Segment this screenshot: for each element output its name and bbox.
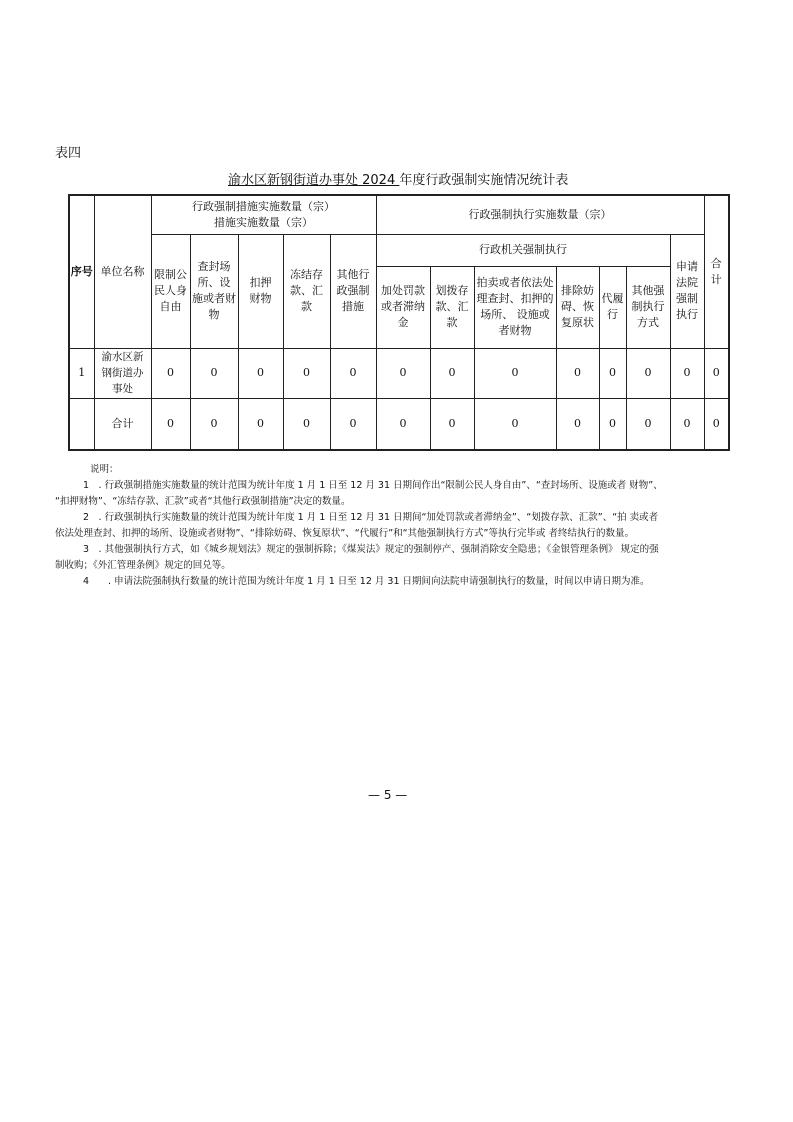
- note-3b: 制收购；《外汇管理条例》规定的回兑等。: [55, 560, 231, 571]
- row-unit: 合计: [94, 398, 151, 450]
- header-agency-5: 代履行: [599, 266, 626, 348]
- header-court: 申请法院强制执行: [670, 234, 704, 348]
- cell-value: 0: [190, 398, 238, 450]
- cell-value: 0: [556, 348, 599, 398]
- header-agency-3: 拍卖或者依法处理查封、扣押的场所、 设施或者财物: [474, 266, 556, 348]
- header-agency-4: 排除妨碍、恢复原状: [556, 266, 599, 348]
- header-measure-1: 限制公民人身自由: [151, 234, 190, 348]
- header-agency-2: 划拨存款、汇款: [430, 266, 474, 348]
- cell-value: 0: [238, 348, 283, 398]
- notes: [55, 462, 745, 590]
- cell-value: 0: [599, 348, 626, 398]
- cell-value: 0: [556, 398, 599, 450]
- title-rest: 年度行政强制实施情况统计表: [399, 173, 569, 188]
- cell-value: 0: [670, 398, 704, 450]
- page-number: — 5 —: [368, 788, 408, 802]
- cell-value: 0: [670, 348, 704, 398]
- note-4: 4 . 申请法院强制执行数量的统计范围为统计年度 1 月 1 日至 12 月 31 日期间向法院申请强制执行的数量，时间以申请日期为准。: [83, 576, 650, 587]
- cell-value: 0: [283, 348, 330, 398]
- row-seq: 1: [69, 348, 94, 398]
- cell-value: 0: [330, 398, 376, 450]
- header-measure-2: 查封场所、设 施或者财物: [190, 234, 238, 348]
- header-seq: 序号: [69, 195, 94, 348]
- cell-value: 0: [376, 398, 430, 450]
- cell-value: 0: [376, 348, 430, 398]
- row-unit: 渝水区新钢街道办事处: [94, 348, 151, 398]
- header-total: [704, 195, 729, 348]
- cell-value: 0: [474, 398, 556, 450]
- document-title: [228, 169, 568, 188]
- note-2b: 依法处理查封、扣押的场所、设施或者财物”、“排除妨碍、恢复原状”、“代履行”和“其他强制执行方式”等执行完毕或 者终结执行的数量。: [55, 528, 634, 539]
- note-3a: 3 . 其他强制执行方式，如《城乡规划法》规定的强制拆除；《煤炭法》规定的强制停产、强制消除安全隐患；《金银管理条例》 规定的强: [83, 544, 659, 555]
- header-agency-6: 其他强制执行方式: [626, 266, 670, 348]
- cell-value: 0: [430, 398, 474, 450]
- cell-value: 0: [151, 348, 190, 398]
- table-label: 表四: [55, 146, 82, 161]
- note-2a: 2 . 行政强制执行实施数量的统计范围为统计年度 1 月 1 日至 12 月 31 日期间“加处罚款或者滞纳金”、“划拨存款、汇款”、“拍 卖或者: [83, 512, 659, 523]
- notes-heading: 说明：: [90, 464, 119, 475]
- cell-value: 0: [330, 348, 376, 398]
- header-agency-1: 加处罚款或者滞纳金: [376, 266, 430, 348]
- header-measure-3: 扣押财物: [238, 234, 283, 348]
- header-agency-group: 行政机关强制执行: [376, 234, 670, 266]
- note-1b: “扣押财物”、“冻结存款、汇款”或者“其他行政强制措施”决定的数量。: [55, 496, 351, 507]
- cell-value: 0: [151, 398, 190, 450]
- cell-value: 0: [626, 398, 670, 450]
- title-underlined: 渝水区新钢街道办事处 2024: [228, 173, 400, 188]
- cell-value: 0: [626, 348, 670, 398]
- table-row-total: [69, 398, 729, 450]
- cell-value: 0: [704, 348, 729, 398]
- header-enforcement-group: 行政强制执行实施数量（宗）: [376, 195, 704, 234]
- row-seq: [69, 398, 94, 450]
- cell-value: 0: [430, 348, 474, 398]
- measures-group-line2: 措施实施数量（宗）: [214, 215, 313, 229]
- note-1a: 1 . 行政强制措施实施数量的统计范围为统计年度 1 月 1 日至 12 月 31 日期间作出“限制公民人身自由”、“查封场所、设施或者 财物”、: [83, 480, 663, 491]
- cell-value: 0: [599, 398, 626, 450]
- table-row: [69, 348, 729, 398]
- cell-value: 0: [474, 348, 556, 398]
- statistics-table: [68, 194, 730, 451]
- cell-value: 0: [283, 398, 330, 450]
- cell-value: 0: [238, 398, 283, 450]
- cell-value: 0: [704, 398, 729, 450]
- header-measure-4: 冻结存款、汇 款: [283, 234, 330, 348]
- header-unit: 单位名称: [94, 195, 151, 348]
- header-measures-group: [151, 195, 376, 234]
- cell-value: 0: [190, 348, 238, 398]
- header-measure-5: 其他行政强制措施: [330, 234, 376, 348]
- measures-group-line1: 行政强制措施实施数量（宗）: [192, 199, 335, 213]
- header-total-text: 合计: [710, 256, 722, 286]
